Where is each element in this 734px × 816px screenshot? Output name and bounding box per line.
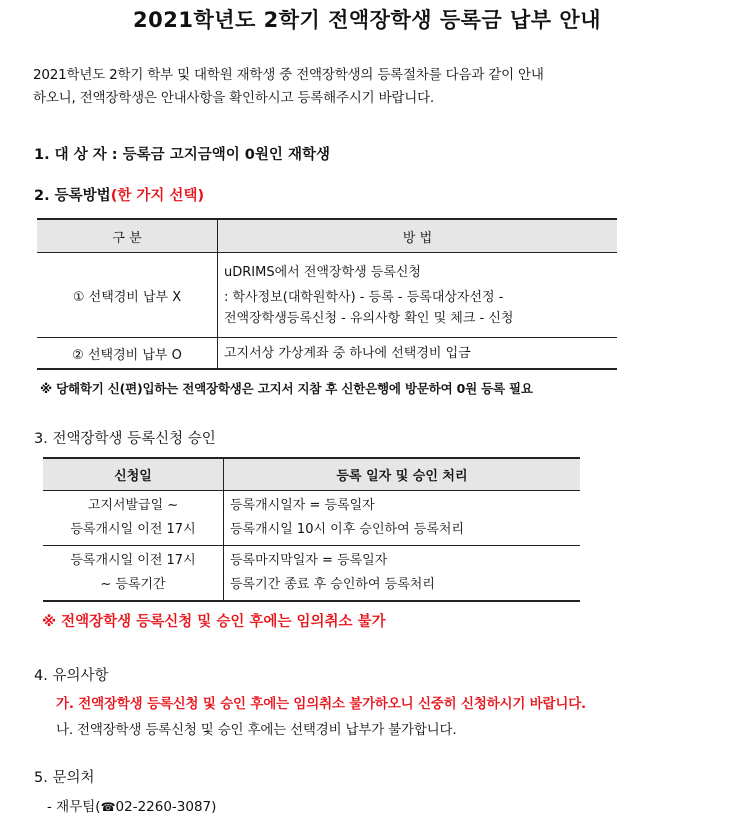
table-header-row <box>43 458 580 491</box>
section-5-label: 5. 문의처 <box>34 770 95 786</box>
section-1-target: 1. 대 상 자 : 등록금 고지금액이 0원인 재학생 <box>34 147 330 163</box>
table-cell-category: ① 선택경비 납부 X <box>37 253 218 338</box>
table-row <box>37 253 617 338</box>
intro-line-1: 2021학년도 2학기 학부 및 대학원 재학생 중 전액장학생의 등록절차를 다음과 같이 안내 <box>33 67 544 83</box>
section-2-label-red: (한 가지 선택) <box>110 188 205 204</box>
table-header: 등록 일자 및 승인 처리 <box>224 458 581 491</box>
table-cell-category: ② 선택경비 납부 O <box>37 338 218 370</box>
contact-prefix: - 재무팀( <box>47 799 101 815</box>
table-cell-date <box>43 491 224 546</box>
table-row <box>43 491 580 546</box>
table-header: 구 분 <box>37 219 218 253</box>
intro-line-2: 하오니, 전액장학생은 안내사항을 확인하시고 등록해주시기 바랍니다. <box>33 90 435 106</box>
table-cell-method <box>218 253 618 338</box>
contact-line <box>47 795 216 815</box>
table-cell-method: 고지서상 가상계좌 중 하나에 선택경비 입금 <box>218 338 618 370</box>
caution-item-2: 나. 전액장학생 등록신청 및 승인 후에는 선택경비 납부가 불가합니다. <box>56 722 457 738</box>
approval-table <box>43 457 580 602</box>
date-line: 등록개시일 이전 17시 <box>70 553 196 568</box>
table-row <box>37 338 617 370</box>
date-line: 고지서발급일 ~ <box>87 498 179 513</box>
contact-phone: 02-2260-3087) <box>115 799 217 815</box>
section-4-label: 4. 유의사항 <box>34 668 109 684</box>
page-title: 2021학년도 2학기 전액장학생 등록금 납부 안내 <box>133 8 601 32</box>
table-row <box>43 546 580 602</box>
section-3-label: 3. 전액장학생 등록신청 승인 <box>34 431 216 447</box>
section-2-heading <box>34 184 204 205</box>
table-header-row <box>37 219 617 253</box>
intro-paragraph <box>33 64 683 110</box>
process-line: 등록개시일 10시 이후 승인하여 등록처리 <box>230 522 464 537</box>
section-2-label: 2. 등록방법 <box>34 188 111 204</box>
table-header: 신청일 <box>43 458 224 491</box>
method-line: : 학사정보(대학원학사) - 등록 - 등록대상자선정 - <box>224 289 504 305</box>
process-line: 등록마지막일자 = 등록일자 <box>230 553 388 568</box>
caution-item-1: 가. 전액장학생 등록신청 및 승인 후에는 임의취소 불가하오니 신중히 신청하시기 바랍니다. <box>56 696 586 712</box>
process-line: 등록기간 종료 후 승인하여 등록처리 <box>230 577 435 592</box>
registration-method-table <box>37 218 617 370</box>
table-cell-process <box>224 491 581 546</box>
date-line: ~ 등록기간 <box>100 577 166 592</box>
method-line: uDRIMS에서 전액장학생 등록신청 <box>224 264 421 280</box>
table-cell-process <box>224 546 581 602</box>
phone-icon: ☎ <box>100 800 116 814</box>
process-line: 등록개시일자 = 등록일자 <box>230 498 375 513</box>
table-cell-date <box>43 546 224 602</box>
date-line: 등록개시일 이전 17시 <box>70 522 196 537</box>
section-3-note: ※ 전액장학생 등록신청 및 승인 후에는 임의취소 불가 <box>42 614 386 630</box>
table-header: 방 법 <box>218 219 618 253</box>
method-line: 전액장학생등록신청 - 유의사항 확인 및 체크 - 신청 <box>224 310 514 326</box>
section-2-note: ※ 당해학기 신(편)입하는 전액장학생은 고지서 지참 후 신한은행에 방문하여 0원 등록 필요 <box>40 381 533 396</box>
